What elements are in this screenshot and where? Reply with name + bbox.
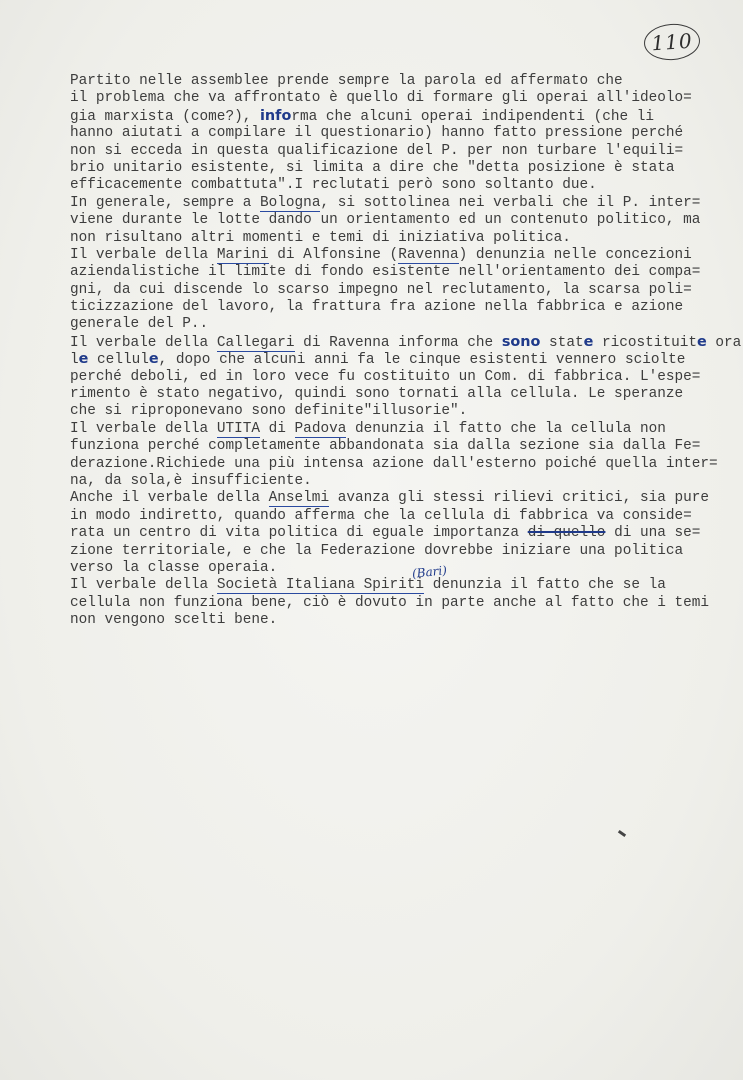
text-line (70, 90, 735, 107)
underlined-name: Anselmi (268, 490, 330, 507)
text-segment: perché deboli, ed in loro vece fu costituito un Com. di fabbrica. L'espe= (70, 368, 701, 385)
text-segment: In generale, sempre a (70, 194, 260, 211)
text-segment: verso la classe operaia. (70, 559, 278, 576)
text-line (70, 212, 735, 229)
handwritten-correction: e (697, 333, 707, 350)
text-segment: zione territoriale, e che la Federazione dovrebbe iniziare una politica (70, 542, 684, 559)
text-line (70, 473, 735, 490)
text-segment: cellul (88, 352, 149, 369)
text-line (70, 247, 735, 264)
text-segment: hanno aiutati a compilare il questionario) hanno fatto pressione perché (70, 125, 684, 142)
text-segment: di Ravenna informa che (294, 334, 502, 351)
text-segment: derazione.Richiede una più intensa azione dall'esterno poiché quella inter= (70, 455, 718, 472)
underlined-name: Marini (216, 246, 269, 263)
text-segment: gia marxista (come?), (70, 108, 260, 125)
underlined-name: Padova (294, 420, 347, 437)
text-segment: , dopo che alcuni anni fa le cinque esistenti vennero sciolte (158, 352, 686, 369)
text-segment: l (70, 352, 79, 369)
text-segment: di (260, 420, 295, 437)
text-segment: efficacemente combattuta".I reclutati però sono soltanto due. (70, 177, 597, 194)
text-segment: ora (706, 334, 742, 351)
ink-mark (618, 830, 626, 837)
text-segment: avanza gli stessi rilievi critici, sia pure (329, 490, 710, 507)
text-line (70, 333, 742, 351)
text-segment: Il verbale della (70, 334, 217, 351)
text-segment: ricostituit (593, 334, 697, 351)
text-segment: denunzia il fatto che se la (424, 577, 666, 594)
text-line (70, 456, 735, 473)
text-segment: brio unitario esistente, si limita a dire che "detta posizione è stata (70, 159, 675, 176)
text-segment: non vengono scelti bene. (70, 612, 278, 629)
text-line (70, 316, 735, 333)
text-segment: ticizzazione del lavoro, la frattura fra azione nella fabbrica e azione (70, 299, 684, 316)
text-segment: na, da sola,è insufficiente. (70, 472, 312, 489)
underlined-name: Callegari (216, 334, 295, 351)
text-segment: Il verbale della (70, 246, 217, 263)
text-line (70, 543, 735, 560)
text-segment: in modo indiretto, quando afferma che la cellula di fabbrica va conside= (70, 507, 692, 524)
text-line (70, 438, 735, 455)
text-segment: stat (540, 334, 584, 351)
text-line (70, 508, 735, 525)
page-number: 110 (643, 22, 701, 62)
text-segment: viene durante le lotte dando un orientamento ed un contenuto politico, ma (70, 212, 701, 229)
underlined-name: Ravenna (398, 246, 459, 263)
text-segment: , si sottolinea nei verbali che il P. inter= (320, 194, 701, 211)
text-segment: gni, da cui discende lo scarso impegno nel reclutamento, la scarsa poli= (70, 281, 692, 298)
text-segment: rimento è stato negativo, quindi sono tornati alla cellula. Le speranze (70, 386, 684, 403)
text-line (70, 230, 735, 247)
text-segment: il problema che va affrontato è quello di formare gli operai all'ideolo= (70, 90, 692, 107)
text-segment: denunzia il fatto che la cellula non (346, 420, 666, 437)
text-line (70, 73, 735, 90)
text-segment: funziona perché completamente abbandonata sia dalla sezione sia dalla Fe= (70, 438, 701, 455)
text-line (70, 403, 735, 420)
handwritten-correction: info (260, 107, 292, 124)
underlined-name: Società Italiana Spiriti (216, 577, 425, 594)
text-line (70, 299, 735, 316)
text-segment: generale del P.. (70, 316, 209, 333)
handwritten-correction: e (583, 333, 594, 350)
text-segment: ) denunzia nelle concezioni (458, 246, 692, 263)
handwritten-correction: e (78, 351, 89, 368)
text-line (70, 351, 735, 368)
text-line (70, 264, 735, 281)
text-line (70, 195, 735, 212)
text-segment: rma che alcuni operai indipendenti (che li (291, 108, 655, 125)
text-line (70, 177, 735, 194)
text-segment: Partito nelle assemblee prende sempre la parola ed affermato che (70, 73, 623, 89)
text-line (70, 612, 735, 629)
text-segment: non risultano altri momenti e temi di iniziativa politica. (70, 229, 571, 246)
text-line (70, 560, 735, 577)
text-line (70, 369, 735, 386)
text-line (70, 160, 735, 177)
text-segment: cellula non funziona bene, ciò è dovuto in parte anche al fatto che i temi (70, 594, 710, 611)
text-line (70, 577, 735, 594)
text-segment: di Alfonsine ( (268, 246, 399, 263)
text-segment: non si ecceda in questa qualificazione del P. per non turbare l'equili= (70, 142, 684, 159)
text-segment: di una se= (605, 525, 701, 542)
handwritten-correction: sono (501, 333, 541, 350)
struck-text: di quello (527, 525, 606, 542)
handwritten-correction: e (148, 351, 159, 368)
text-line (70, 125, 735, 142)
text-segment: rata un centro di vita politica di eguale importanza (70, 525, 528, 542)
text-line (70, 490, 735, 507)
text-line (70, 108, 735, 125)
text-segment: aziendalistiche il limite di fondo esistente nell'orientamento dei compa= (70, 264, 701, 281)
text-segment: Anche il verbale della (70, 490, 269, 507)
text-line (70, 525, 735, 542)
text-line (70, 421, 735, 438)
underlined-name: UTITA (216, 420, 260, 437)
underlined-name: Bologna (260, 194, 321, 211)
handwritten-note-bari: (Bari) (411, 563, 448, 581)
text-line (70, 386, 735, 403)
text-segment: Il verbale della (70, 420, 217, 437)
typewritten-body (70, 73, 742, 630)
text-segment: Il verbale della (70, 577, 217, 594)
text-line (70, 595, 735, 612)
text-line (70, 282, 735, 299)
text-segment: che si riproponevano sono definite"illusorie". (70, 403, 468, 420)
text-line (70, 143, 735, 160)
